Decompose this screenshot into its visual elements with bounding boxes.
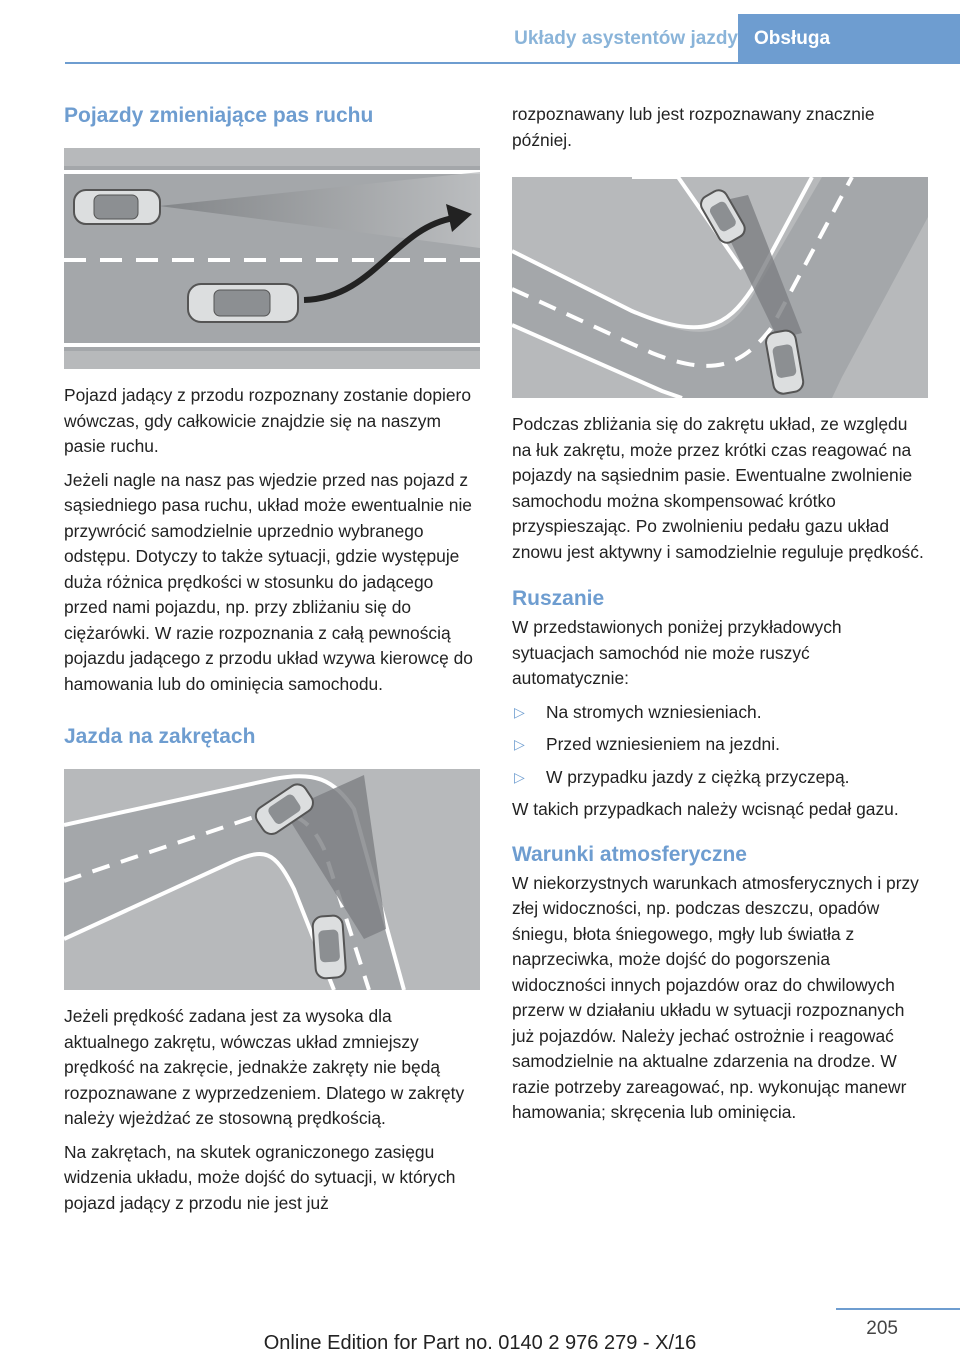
illustration-lane-change bbox=[64, 148, 480, 369]
paragraph: Jeżeli nagle na nasz pas wjedzie przed nas pojazd z sąsiedniego pasa ruchu, układ może ewentualnie nie przywrócić samodzielnie uprzednio wybranego odstępu. Dotyczy to także sytuacji, gdzie występuje duża różnica prędkości w stosunku do jadącego przed nami pojazdu, np. przy zbliżaniu się do ciężarówki. W razie rozpoznania z całą pewnością pojazdu jadącego z przodu układ wzywa kierowcę do hamowania lub do ominięcia samochodu. bbox=[64, 469, 473, 694]
triangle-bullet-icon: ▷ bbox=[514, 768, 525, 785]
paragraph: Jeżeli prędkość zadana jest za wysoka dla aktualnego zakrętu, wówczas układ zmniejszy prędkość na zakręcie, jednakże zakręty nie będą rozpoznawane z wyprzedzeniem. Dlatego w zakręty należy wjeżdżać ze stosowną prędkością. bbox=[64, 1006, 465, 1128]
triangle-bullet-icon: ▷ bbox=[514, 736, 525, 752]
paragraph: Pojazd jadący z przodu rozpoznany zostanie dopiero wówczas, gdy całkowicie znajdzie się na naszym pasie ruchu. bbox=[64, 385, 471, 456]
page-header bbox=[0, 0, 960, 62]
list-item: ▷ W przypadku jazdy z ciężką przyczepą. bbox=[512, 765, 928, 791]
page-number: 205 bbox=[866, 1318, 898, 1339]
heading-weather: Warunki atmosferyczne bbox=[512, 842, 747, 866]
heading-curves: Jazda na zakrętach bbox=[64, 725, 256, 748]
paragraph: rozpoznawany lub jest rozpoznawany znacznie później. bbox=[512, 104, 875, 150]
header-chapter-tab: Obsługa bbox=[738, 14, 960, 62]
right-column bbox=[512, 102, 928, 1134]
paragraph: W niekorzystnych warunkach atmosferycznych i przy złej widoczności, np. podczas deszczu, opadów śniegu, błota śniegowego, mgły lub światła z naprzeciwka, może dojść do pogorszenia widoczności innych pojazdów oraz do chwilowych przerw w działaniu układu w sytuacji rozpoznanych już pojazdów. Należy jechać ostrożnie i reagować samodzielnie na aktualne zdarzenia na drodze. W razie potrzeby zareagować, np. wykonując manewr hamowania; skręcenia lub ominięcia. bbox=[512, 872, 919, 1122]
illustration-curve bbox=[64, 769, 480, 990]
header-section-title: Układy asystentów jazdy bbox=[514, 28, 738, 49]
footer-edition: Online Edition for Part no. 0140 2 976 279 - X/16 bbox=[263, 1332, 697, 1354]
paragraph: W przedstawionych poniżej przykładowych sytuacjach samochód nie może ruszyć automatycznie: bbox=[512, 617, 842, 688]
cutting-in-car bbox=[188, 284, 298, 322]
list-item: ▷ Na stromych wzniesieniach. bbox=[512, 700, 928, 726]
paragraph: Podczas zbliżania się do zakrętu układ, ze względu na łuk zakrętu, może przez krótki czas reagować na pojazdy na sąsiednim pasie. Ewentualne zwolnienie samochodu można skompensować krótko przyspieszając. Po zwolnieniu pedału gazu układ znowu jest aktywny i samodzielnie reguluje prędkość. bbox=[512, 414, 924, 562]
paragraph: Na zakrętach, na skutek ograniczonego zasięgu widzenia układu, może dojść do sytuacji, w których pojazd jadący z przodu nie jest już bbox=[64, 1141, 456, 1213]
footer-divider bbox=[836, 1308, 960, 1310]
paragraph: W takich przypadkach należy wcisnąć pedał gazu. bbox=[512, 799, 899, 819]
header-divider bbox=[65, 62, 960, 64]
car-ahead bbox=[312, 915, 346, 979]
illustration-adjacent-lane-curve bbox=[512, 177, 928, 398]
list-item: ▷ Przed wzniesieniem na jezdni. bbox=[512, 732, 928, 758]
triangle-bullet-icon: ▷ bbox=[514, 703, 525, 720]
own-car bbox=[74, 190, 160, 224]
condition-list bbox=[512, 700, 928, 791]
left-column bbox=[64, 102, 480, 1224]
heading-lane-change: Pojazdy zmieniające pas ruchu bbox=[64, 104, 374, 127]
heading-start: Ruszanie bbox=[512, 587, 605, 610]
